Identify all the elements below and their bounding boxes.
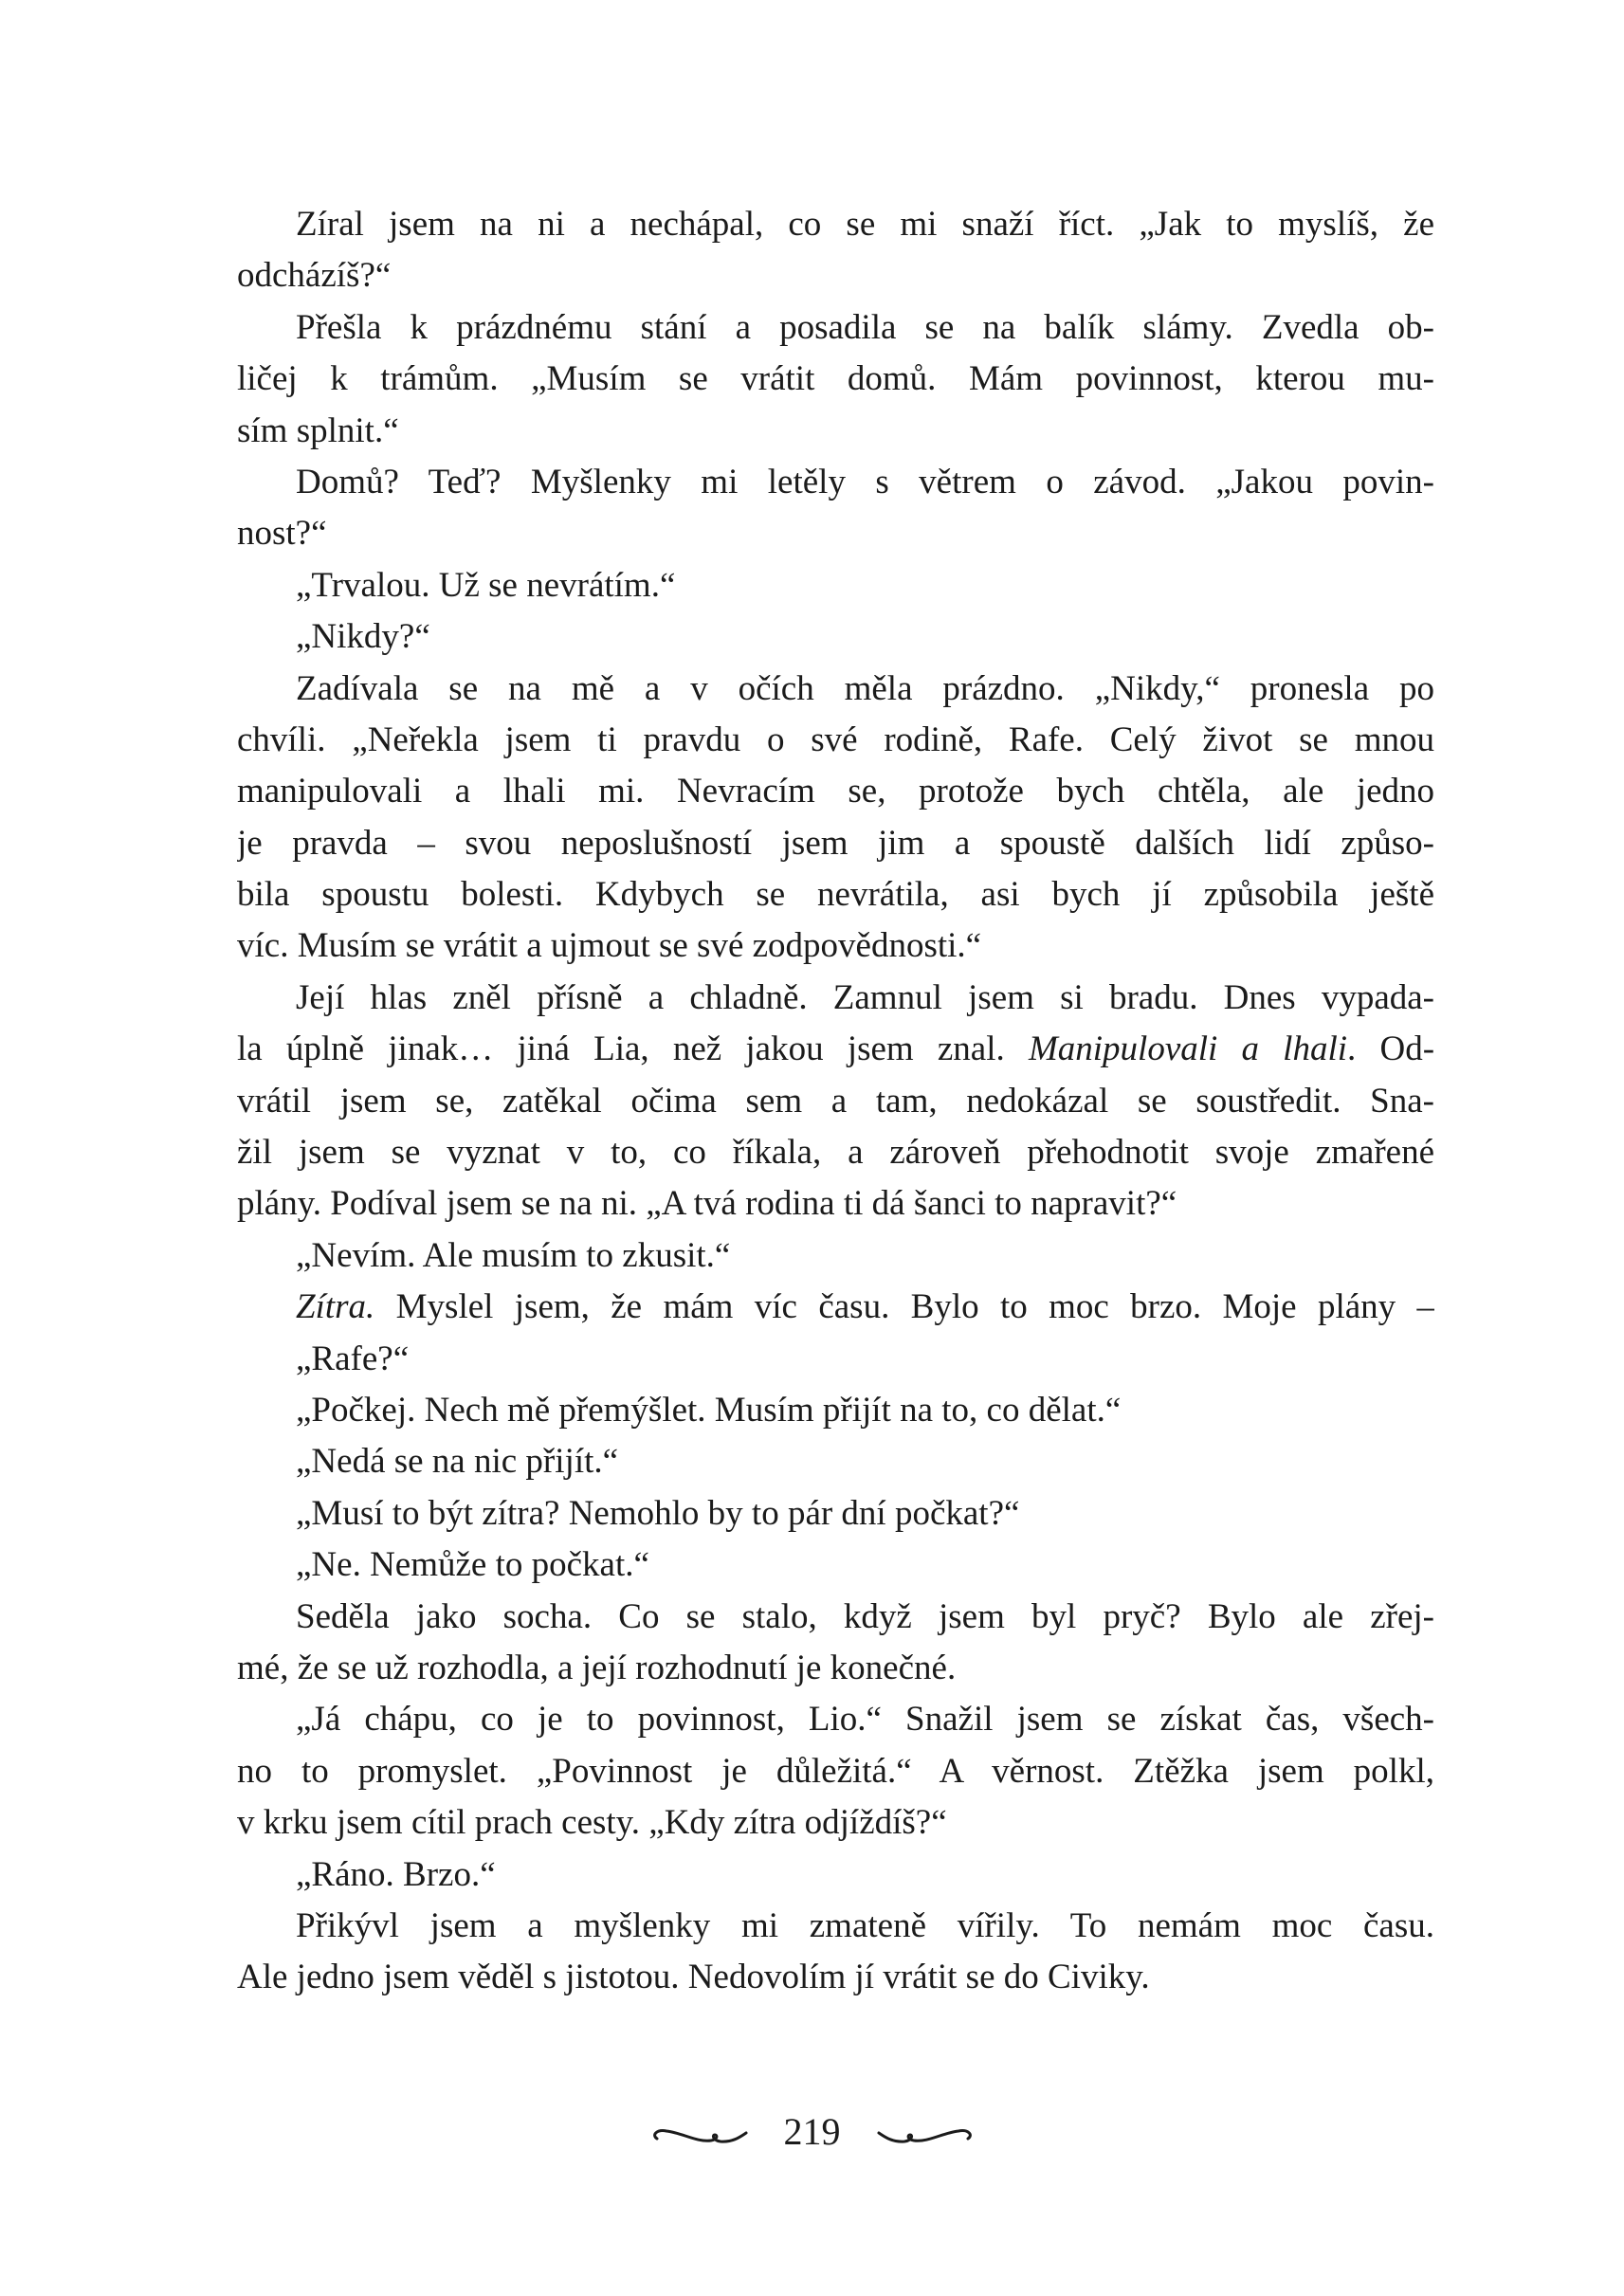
text-line: Domů? Teď? Myšlenky mi letěly s větrem o závod. „Jakou povin-: [296, 462, 1434, 501]
paragraph: [237, 1334, 1434, 1385]
paragraph: [237, 664, 1434, 973]
text-line: „Já chápu, co je to povinnost, Lio.“ Snažil jsem se získat čas, všech-: [296, 1700, 1434, 1740]
text-line: odcházíš?“: [237, 256, 392, 296]
flourish-left-icon: [649, 2122, 754, 2150]
page-body-text: [237, 199, 1434, 2004]
paragraph: [237, 1282, 1434, 1333]
text-line: „Nikdy?“: [296, 617, 430, 657]
text-line: Zíral jsem na ni a nechápal, co se mi snaží říct. „Jak to myslíš, že: [296, 205, 1434, 244]
page-footer: [0, 2109, 1624, 2154]
text-line: je pravda – svou neposlušností jsem jim a spoustě dalších lidí způso-: [237, 823, 1434, 863]
text-line: nost?“: [237, 514, 327, 554]
text-line: „Počkej. Nech mě přemýšlet. Musím přijít na to, co dělat.“: [296, 1390, 1122, 1430]
text-line: „Ne. Nemůže to počkat.“: [296, 1545, 649, 1585]
italic-text: Manipulovali a lhali: [1028, 1030, 1348, 1069]
text-line: Zadívala se na mě a v očích měla prázdno. „Nikdy,“ pronesla po: [296, 668, 1434, 708]
paragraph: [237, 1850, 1434, 1901]
text-line: „Rafe?“: [296, 1339, 410, 1378]
italic-text: Zítra.: [296, 1287, 375, 1327]
text-line: sím splnit.“: [237, 410, 399, 450]
text-line: manipulovali a lhali mi. Nevracím se, protože bych chtěla, ale jedno: [237, 772, 1434, 811]
text-line: víc. Musím se vrátit a ujmout se své zodpovědnosti.“: [237, 926, 982, 966]
paragraph: [237, 1540, 1434, 1591]
paragraph: [237, 973, 1434, 1230]
text-segment: la úplně jinak… jiná Lia, než jakou jsem znal.: [237, 1030, 1029, 1069]
text-line: „Nevím. Ale musím to zkusit.“: [296, 1235, 731, 1275]
text-line: ličej k trámům. „Musím se vrátit domů. Mám povinnost, kterou mu-: [237, 359, 1434, 399]
paragraph: [237, 1488, 1434, 1540]
text-line: „Nedá se na nic přijít.“: [296, 1442, 619, 1482]
text-segment: Myslel jsem, že mám víc času. Bylo to moc brzo. Moje plány –: [374, 1287, 1434, 1327]
text-line: „Trvalou. Už se nevrátím.“: [296, 565, 676, 605]
paragraph: [237, 1901, 1434, 2004]
paragraph: [237, 1230, 1434, 1282]
paragraph: [237, 457, 1434, 560]
text-line: Ale jedno jsem věděl s jistotou. Nedovolím jí vrátit se do Civiky.: [237, 1958, 1150, 1997]
text-line: Přikývl jsem a myšlenky mi zmateně vířily. To nemám moc času.: [296, 1905, 1434, 1945]
text-line: chvíli. „Neřekla jsem ti pravdu o své rodině, Rafe. Celý život se mnou: [237, 720, 1434, 759]
flourish-right-icon: [871, 2122, 976, 2150]
text-line: „Musí to být zítra? Nemohlo by to pár dní počkat?“: [296, 1493, 1020, 1533]
paragraph: [237, 1436, 1434, 1487]
text-line: vrátil jsem se, zatěkal očima sem a tam, nedokázal se soustředit. Sna-: [237, 1081, 1434, 1121]
text-line: mé, že se už rozhodla, a její rozhodnutí je konečné.: [237, 1648, 957, 1687]
text-line: „Ráno. Brzo.“: [296, 1854, 496, 1894]
text-line: Její hlas zněl přísně a chladně. Zamnul jsem si bradu. Dnes vypada-: [296, 977, 1434, 1017]
text-line: bila spoustu bolesti. Kdybych se nevrátila, asi bych jí způsobila ještě: [237, 875, 1434, 915]
paragraph: [237, 1694, 1434, 1849]
text-line: žil jsem se vyznat v to, co říkala, a zároveň přehodnotit svoje zmařené: [237, 1133, 1434, 1173]
text-line: Seděla jako socha. Co se stalo, když jsem byl pryč? Bylo ale zřej-: [296, 1596, 1434, 1636]
text-line: no to promyslet. „Povinnost je důležitá.“ A věrnost. Ztěžka jsem polkl,: [237, 1751, 1434, 1791]
text-line: [237, 1024, 1434, 1075]
paragraph: [237, 302, 1434, 457]
text-line: Přešla k prázdnému stání a posadila se na balík slámy. Zvedla ob-: [296, 307, 1434, 347]
page-number: 219: [783, 2110, 841, 2153]
paragraph: [237, 1385, 1434, 1436]
paragraph: [237, 560, 1434, 611]
text-line: [237, 1282, 1434, 1333]
text-segment: . Od-: [1347, 1030, 1434, 1069]
paragraph: [237, 611, 1434, 663]
paragraph: [237, 1592, 1434, 1695]
text-line: plány. Podíval jsem se na ni. „A tvá rodina ti dá šanci to napravit?“: [237, 1184, 1177, 1224]
paragraph: [237, 199, 1434, 302]
text-line: v krku jsem cítil prach cesty. „Kdy zítra odjíždíš?“: [237, 1803, 947, 1843]
